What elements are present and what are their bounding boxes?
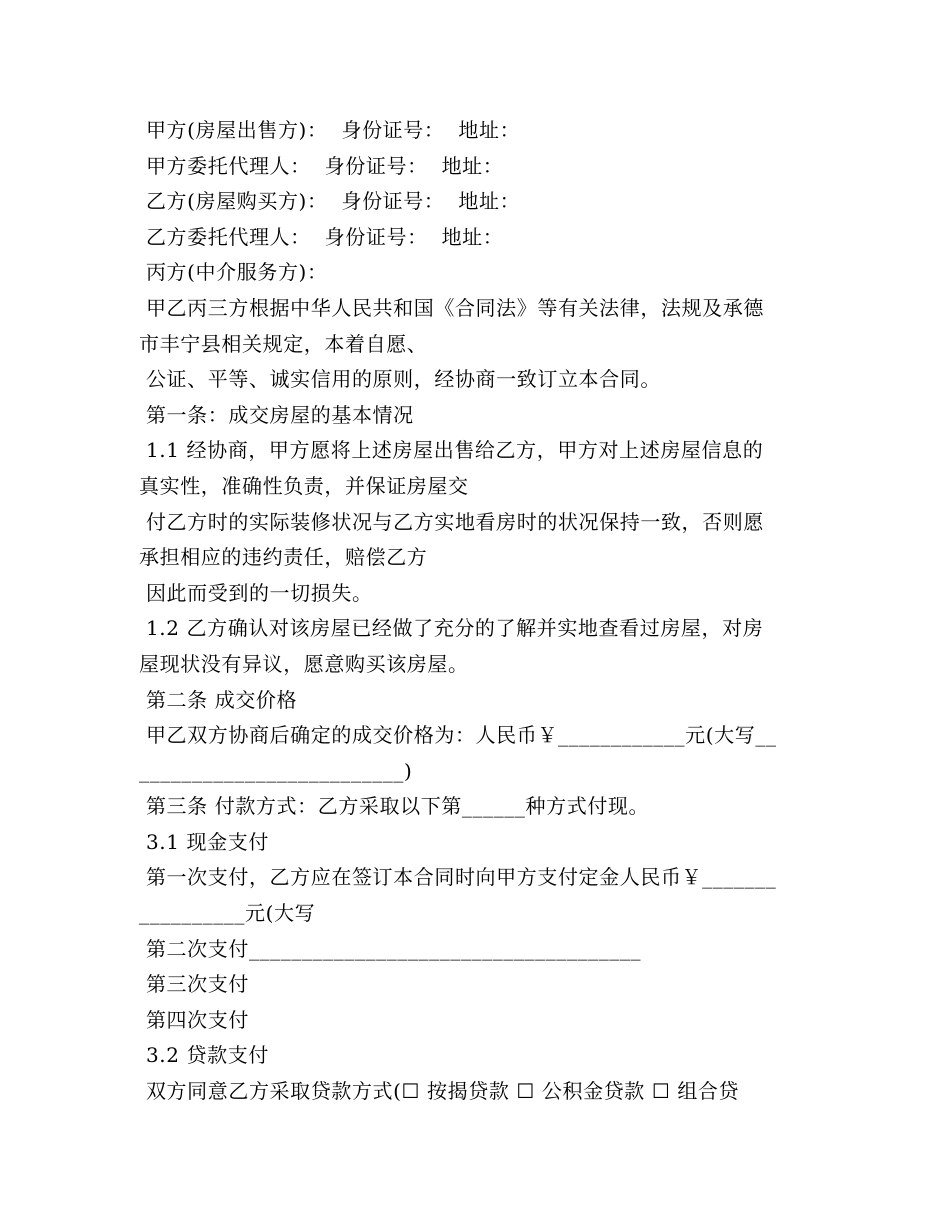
- article-2-heading: 第二条 成交价格: [139, 687, 298, 712]
- article-3-heading: 第三条 付款方式：乙方采取以下第______种方式付现。: [139, 794, 650, 819]
- party-b-buyer-line: 乙方(房屋购买方)： 身份证号： 地址：: [139, 189, 521, 214]
- second-payment-line: 第二次支付_____________________________________: [139, 936, 642, 961]
- price-line-1: 甲乙双方协商后确定的成交价格为：人民币￥____________元(大写__: [139, 723, 777, 748]
- first-payment-line-2: __________元(大写: [139, 901, 316, 926]
- fourth-payment-line: 第四次支付: [139, 1007, 249, 1032]
- clause-1-1-line-2: 真实性，准确性负责，并保证房屋交: [139, 473, 469, 498]
- clause-1-2-line-2: 屋现状没有异议，愿意购买该房屋。: [139, 651, 469, 676]
- clause-1-2-line-1: 1.2 乙方确认对该房屋已经做了充分的了解并实地查看过房屋，对房: [139, 616, 764, 641]
- party-a-agent-line: 甲方委托代理人： 身份证号： 地址：: [139, 153, 504, 178]
- party-c-agency-line: 丙方(中介服务方)：: [139, 260, 328, 285]
- preamble-line-3: 公证、平等、诚实信用的原则，经协商一致订立本合同。: [139, 367, 661, 392]
- first-payment-line-1: 第一次支付，乙方应在签订本合同时向甲方支付定金人民币￥_______: [139, 865, 777, 890]
- loan-options-line: 双方同意乙方采取贷款方式(☐ 按揭贷款 ☐ 公积金贷款 ☐ 组合贷: [139, 1079, 740, 1104]
- preamble-line-1: 甲乙丙三方根据中华人民共和国《合同法》等有关法律，法规及承德: [139, 295, 764, 320]
- clause-3-1-heading: 3.1 现金支付: [139, 829, 269, 854]
- clause-1-1-line-3: 付乙方时的实际装修状况与乙方实地看房时的状况保持一致，否则愿: [139, 509, 764, 534]
- party-b-agent-line: 乙方委托代理人： 身份证号： 地址：: [139, 224, 504, 249]
- clause-3-2-heading: 3.2 贷款支付: [139, 1043, 269, 1068]
- preamble-line-2: 市丰宁县相关规定，本着自愿、: [139, 331, 428, 356]
- clause-1-1-line-1: 1.1 经协商，甲方愿将上述房屋出售给乙方，甲方对上述房屋信息的: [139, 438, 764, 463]
- article-1-heading: 第一条：成交房屋的基本情况: [139, 402, 414, 427]
- clause-1-1-line-5: 因此而受到的一切损失。: [139, 580, 373, 605]
- contract-page: [139, 113, 815, 1110]
- third-payment-line: 第三次支付: [139, 972, 249, 997]
- price-line-2: _________________________): [139, 758, 413, 783]
- clause-1-1-line-4: 承担相应的违约责任，赔偿乙方: [139, 545, 428, 570]
- party-a-seller-line: 甲方(房屋出售方)： 身份证号： 地址：: [139, 118, 521, 142]
